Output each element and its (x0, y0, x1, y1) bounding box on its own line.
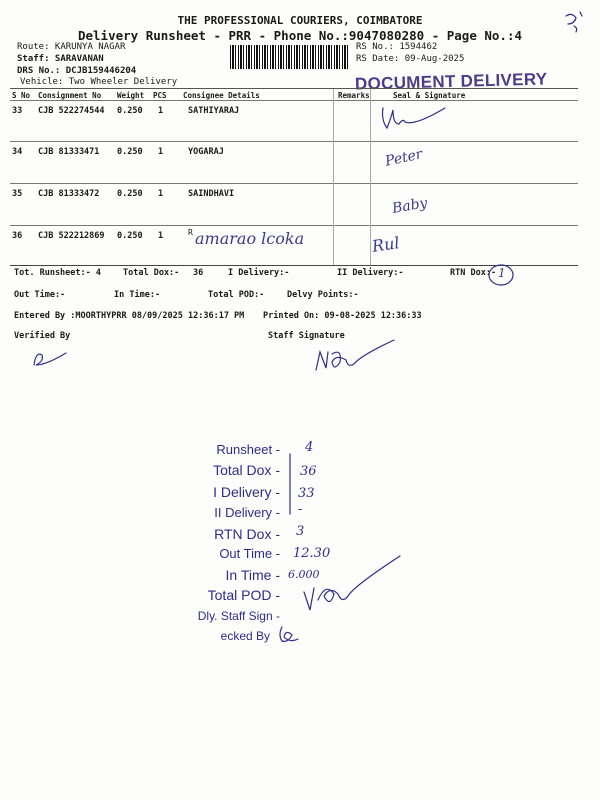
row-weight: 0.250 (117, 189, 143, 199)
col-remarks: Remarks (338, 91, 370, 100)
row-consignment: CJB 81333472 (38, 189, 100, 199)
summary-i-delivery-label: I Delivery - (213, 484, 280, 500)
signature-row-34: Peter (383, 146, 424, 170)
rtn-dox-label: RTN Dox:- (450, 268, 497, 278)
in-time-label: In Time:- (114, 290, 161, 300)
row-consignment: CJB 81333471 (38, 147, 100, 157)
total-dox-value: 36 (193, 268, 204, 278)
route-label: Route: KARUNYA NAGAR (17, 42, 126, 52)
summary-in-time-value: 6.000 (288, 568, 320, 581)
col-signature: Seal & Signature (393, 91, 466, 100)
row-consignee: SAINDHAVI (188, 189, 235, 199)
rtn-dox-hand: 1 (498, 266, 506, 280)
summary-in-time-label: In Time - (225, 567, 280, 583)
summary-total-dox-value: 36 (300, 464, 317, 479)
delvy-points-label: Delvy Points:- (287, 290, 359, 300)
col-consignment: Consignment No (38, 91, 102, 100)
summary-total-dox-label: Total Dox - (213, 462, 280, 478)
row-sno: 36 (12, 231, 23, 241)
handwritten-consignee: amarao lcoka (195, 229, 305, 248)
summary-runsheet-label: Runsheet - (216, 442, 280, 457)
row-pcs: 1 (158, 189, 164, 199)
summary-rtn-dox-label: RTN Dox - (214, 526, 280, 542)
total-pod-label: Total POD:- (208, 290, 265, 300)
row-pcs: 1 (158, 231, 164, 241)
row-weight: 0.250 (117, 231, 143, 241)
row-consignee: YOGARAJ (188, 147, 224, 157)
row-pcs: 1 (158, 147, 164, 157)
row-sno: 33 (12, 106, 23, 116)
col-pcs: PCS (153, 91, 167, 100)
summary-total-pod-label: Total POD - (207, 587, 280, 603)
row-weight: 0.250 (117, 106, 143, 116)
summary-out-time-label: Out Time - (219, 546, 280, 561)
summary-ii-delivery-label: II Delivery - (214, 505, 280, 520)
rs-date: RS Date: 09-Aug-2025 (356, 54, 465, 64)
summary-ii-delivery-value: - (298, 502, 303, 517)
summary-out-time-value: 12.30 (293, 546, 331, 561)
summary-brace (286, 452, 296, 522)
summary-staff-signature (300, 570, 410, 620)
row-consignment: CJB 522212869 (38, 231, 105, 241)
col-consignee: Consignee Details (183, 91, 260, 100)
row-consignee: R (188, 228, 193, 237)
summary-staff-sign-label: Dly. Staff Sign - (197, 609, 280, 623)
col-sno: S No (12, 91, 31, 100)
row-sno: 34 (12, 147, 23, 157)
signature-row-35: Baby (390, 195, 429, 217)
sheet-title: Delivery Runsheet - PRR - Phone No.:9047080280 - Page No.:4 (77, 28, 522, 43)
out-time-label: Out Time:- (14, 290, 66, 300)
company-name: THE PROFESSIONAL COURIERS, COIMBATORE (177, 14, 423, 27)
vehicle-label: Vehicle: Two Wheeler Delivery (20, 77, 178, 87)
ii-delivery-label: II Delivery:- (337, 268, 404, 278)
rs-number: RS No.: 1594462 (356, 42, 438, 52)
total-runsheet: Tot. Runsheet:- 4 (14, 268, 101, 278)
row-sno: 35 (12, 189, 23, 199)
row-consignment: CJB 522274544 (38, 106, 105, 116)
verified-by-label: Verified By (14, 331, 71, 341)
summary-runsheet-value: 4 (305, 440, 314, 455)
row-pcs: 1 (158, 106, 164, 116)
document-delivery-stamp: DOCUMENT DELIVERY (354, 69, 548, 94)
staff-signature-label: Staff Signature (268, 331, 345, 341)
summary-i-delivery-value: 33 (298, 486, 315, 501)
summary-rtn-dox-value: 3 (296, 524, 305, 539)
drs-number: DRS No.: DCJB159446204 (17, 66, 137, 76)
col-weight: Weight (117, 91, 145, 100)
i-delivery-label: I Delivery:- (228, 268, 290, 278)
summary-checked-signature (276, 623, 306, 647)
summary-checked-by-label: ecked By (220, 629, 270, 643)
total-dox-label: Total Dox:- (123, 268, 180, 278)
printed-on: Printed On: 09-08-2025 12:36:33 (263, 311, 422, 321)
staff-label: Staff: SARAVANAN (17, 54, 104, 64)
entered-by: Entered By :MOORTHYPRR 08/09/2025 12:36:17 PM (14, 311, 245, 321)
signature-row-36: Rul (370, 233, 401, 256)
row-weight: 0.250 (117, 147, 143, 157)
row-consignee: SATHIYARAJ (188, 106, 240, 116)
